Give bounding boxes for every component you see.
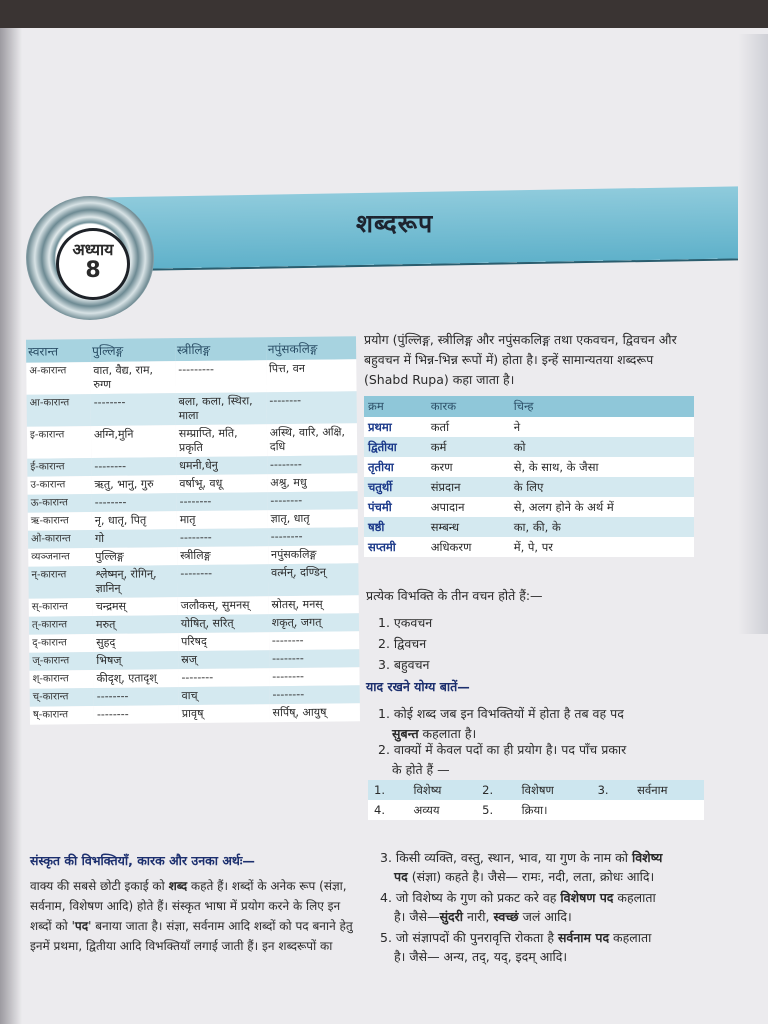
- table-row: [30, 703, 360, 724]
- table-row: [364, 477, 694, 497]
- point-5-c: है। जैसे— अन्य, तद्, यद्, इदम् आदि।: [394, 949, 568, 964]
- table-cell: अग्नि,मुनि: [91, 425, 176, 458]
- table-row: [364, 497, 694, 517]
- table-cell: पुल्लिङ्ग: [92, 547, 177, 566]
- point-3-end: (संज्ञा) कहते है। जैसे— रामः, नदी, लता, क्रोधः आदि।: [407, 869, 655, 884]
- point-3-bold-b: पद: [394, 869, 408, 884]
- table-cell: सम्बन्ध: [427, 517, 510, 537]
- table-cell: चतुर्थी: [364, 477, 427, 497]
- vachan-list: [378, 612, 578, 675]
- table-cell: विशेष्य: [408, 780, 477, 800]
- chapter-label: अध्याय: [72, 240, 114, 259]
- table-cell: कीदृश्, एतादृश्: [93, 669, 178, 688]
- table-row: [364, 417, 694, 437]
- table-cell: --------: [269, 667, 359, 686]
- point-3-text: 3. किसी व्यक्ति, वस्तु, स्थान, भाव, या गुण के नाम को: [380, 850, 632, 865]
- table-cell: [631, 800, 704, 820]
- list-item: 1. एकवचन: [378, 615, 433, 630]
- karak-table-header: [364, 396, 694, 417]
- table-cell: 5.: [476, 800, 516, 820]
- vachan-intro: प्रत्येक विभक्ति के तीन वचन होते हैं:—: [366, 588, 543, 603]
- table-cell: इ-कारान्त: [27, 426, 91, 459]
- table-cell: ज्ञातृ, धातृ: [267, 509, 357, 528]
- table-cell: अ-कारान्त: [26, 362, 90, 395]
- table-cell: श्-कारान्त: [29, 670, 93, 689]
- point-1-end: कहलाता है।: [418, 726, 477, 741]
- chapter-number: 8: [85, 258, 101, 283]
- table-cell: त्-कारान्त: [29, 616, 93, 635]
- point-3-bold: विशेष्य: [631, 850, 663, 865]
- point-1-bold: सुबन्त: [392, 726, 419, 741]
- table-cell: व्यञ्जनान्त: [28, 548, 92, 567]
- table-cell: च्-कारान्त: [30, 688, 94, 707]
- table-cell: --------: [176, 492, 267, 511]
- table-cell: क्रिया।: [516, 800, 592, 820]
- table-row: [28, 563, 358, 598]
- point-2-text: 2. वाक्यों में केवल पदों का ही प्रयोग है। पद पाँच प्रकार: [378, 742, 627, 757]
- table-cell: भिषज्: [93, 651, 178, 670]
- table-cell: अव्यय: [408, 800, 477, 820]
- table-cell: स्रोतस्, मनस्: [268, 595, 358, 614]
- table-cell: ने: [510, 417, 694, 437]
- karak-header-cell: कारक: [427, 396, 510, 417]
- table-cell: परिषद्: [178, 632, 269, 651]
- table-cell: स्रज्: [178, 650, 269, 669]
- table-cell: शकृत्, जगत्: [269, 613, 359, 632]
- point-4-b: कहलाता: [613, 890, 656, 905]
- table-cell: कर्ता: [427, 417, 510, 437]
- table-row: [368, 800, 704, 820]
- table-cell: --------: [92, 493, 177, 512]
- table-cell: --------: [91, 393, 176, 426]
- point-5-b: कहलाता: [609, 930, 652, 945]
- shabd-header-cell: स्त्रीलिङ्ग: [175, 337, 266, 361]
- table-cell: मातृ: [177, 510, 268, 529]
- point-5-bold: सर्वनाम पद: [557, 930, 610, 945]
- table-cell: जलौकस्, सुमनस्: [178, 596, 269, 615]
- point-3: [380, 848, 720, 886]
- point-2-text-b: के होते हैं —: [392, 762, 450, 777]
- table-cell: अश्रु, मधु: [267, 473, 357, 492]
- table-row: [27, 423, 357, 458]
- table-cell: का, की, के: [510, 517, 694, 537]
- list-item: 3. बहुवचन: [378, 657, 430, 672]
- table-cell: 3.: [592, 780, 632, 800]
- intro-paragraph: प्रयोग (पुंल्लिङ्ग, स्त्रीलिङ्ग और नपुंसकलिङ्ग तथा एकवचन, द्विवचन और बहुवचन में भिन्न-भिन्न रूपों में) होता है। इन्हें सामान्यतया शब्दरूप (Shabd Rupa) कहा जाता है।: [364, 332, 677, 387]
- shabd-header-cell: नपुंसकलिङ्ग: [266, 336, 357, 360]
- table-cell: --------: [94, 687, 179, 706]
- table-cell: वर्षाभू, वधू: [176, 474, 267, 493]
- table-cell: मरुत्: [93, 615, 178, 634]
- shabd-header-cell: पुल्लिङ्ग: [90, 338, 175, 362]
- table-cell: [592, 800, 632, 820]
- table-cell: --------: [177, 564, 268, 597]
- table-cell: नृ, धातृ, पितृ: [92, 511, 177, 530]
- table-cell: कर्म: [427, 437, 510, 457]
- table-row: [27, 391, 357, 426]
- table-cell: प्रथमा: [364, 417, 427, 437]
- table-row: [364, 437, 694, 457]
- shabd-table-header: [26, 336, 356, 362]
- table-cell: --------: [269, 631, 359, 650]
- table-cell: नपुंसकलिङ्ग: [268, 545, 358, 564]
- table-cell: --------: [267, 491, 357, 510]
- point-5: [380, 928, 720, 966]
- table-cell: सम्प्राप्ति, मति, प्रकृति: [176, 424, 267, 457]
- page-edge: [738, 34, 768, 634]
- list-item: 2. द्विवचन: [378, 636, 427, 651]
- point-4-c: है। जैसे—: [394, 909, 440, 924]
- table-cell: --------: [269, 685, 359, 704]
- table-cell: बला, कला, स्थिरा, माला: [175, 392, 266, 425]
- table-cell: योषित्, सरित्: [178, 614, 269, 633]
- table-cell: से, के साथ, के जैसा: [510, 457, 694, 477]
- table-cell: संप्रदान: [427, 477, 510, 497]
- table-cell: सप्तमी: [364, 537, 427, 557]
- table-cell: में, पे, पर: [510, 537, 694, 557]
- pos-table: [368, 780, 704, 820]
- table-cell: ऊ-कारान्त: [28, 494, 92, 513]
- table-cell: 1.: [368, 780, 408, 800]
- point-4-text: 4. जो विशेष्य के गुण को प्रकट करे वह: [380, 890, 561, 905]
- table-cell: ऋ-कारान्त: [28, 512, 92, 531]
- table-cell: अधिकरण: [427, 537, 510, 557]
- point-4-d: नारी,: [463, 909, 494, 924]
- shabd-table: [26, 336, 360, 724]
- table-cell: --------: [177, 528, 268, 547]
- point-1: [378, 704, 718, 744]
- table-cell: स्त्रीलिङ्ग: [177, 546, 268, 565]
- left-paragraph: [30, 876, 360, 956]
- shabd-header-cell: स्वरान्त: [26, 339, 90, 363]
- left-para-3: ' बनाया जाता है। संज्ञा, सर्वनाम आदि शब्दों को पद बनाने हेतु इनमें प्रथमा, द्वितीया आदि विभक्तियाँ लगाई जाती हैं। इन शब्दरूपों का: [30, 919, 353, 953]
- table-cell: के लिए: [510, 477, 694, 497]
- remember-heading: याद रखने योग्य बातें—: [366, 679, 470, 694]
- point-4: [380, 888, 720, 926]
- table-cell: वर्त्मन्, दण्डिन्: [268, 563, 359, 596]
- table-cell: ऋतु, भानु, गुरु: [91, 475, 176, 494]
- table-cell: 4.: [368, 800, 408, 820]
- table-cell: ष्-कारान्त: [30, 706, 94, 725]
- table-cell: अपादान: [427, 497, 510, 517]
- table-cell: सर्वनाम: [631, 780, 704, 800]
- table-cell: गो: [92, 529, 177, 548]
- karak-header-cell: क्रम: [364, 396, 427, 417]
- table-cell: तृतीया: [364, 457, 427, 477]
- table-cell: पंचमी: [364, 497, 427, 517]
- table-cell: ज्-कारान्त: [29, 652, 93, 671]
- table-cell: वाच्: [179, 686, 270, 705]
- left-para-bold1: शब्द: [168, 879, 188, 893]
- point-4-bold2: सुंदरी: [439, 909, 464, 924]
- table-cell: षष्ठी: [364, 517, 427, 537]
- table-cell: न्-कारान्त: [28, 566, 92, 599]
- table-cell: चन्द्रमस्: [93, 597, 178, 616]
- left-heading: संस्कृत की विभक्तियाँ, कारक और उनका अर्थः—: [30, 853, 255, 868]
- table-cell: सर्पिष्, आयुष्: [270, 703, 360, 722]
- table-cell: --------: [267, 455, 357, 474]
- table-row: [364, 457, 694, 477]
- table-cell: उ-कारान्त: [27, 476, 91, 495]
- left-para-bold2: पद: [74, 919, 89, 933]
- table-cell: सुहद्: [93, 633, 178, 652]
- table-cell: द्-कारान्त: [29, 634, 93, 653]
- table-cell: से, अलग होने के अर्थ में: [510, 497, 694, 517]
- table-cell: पित्त, वन: [266, 359, 357, 392]
- table-cell: विशेषण: [516, 780, 592, 800]
- left-para-2: कहते हैं। शब्दों के अनेक रूप (संज्ञा, सर्वनाम, विशेषण आदि) होते हैं। संस्कृत भाषा में प्रयोग करने के लिए इन शब्दों को ': [30, 879, 347, 933]
- table-cell: द्वितीया: [364, 437, 427, 457]
- karak-header-cell: चिन्ह: [510, 396, 694, 417]
- point-4-e: जलं आदि।: [518, 909, 572, 924]
- table-cell: --------: [269, 649, 359, 668]
- table-cell: --------: [266, 391, 357, 424]
- point-2: [378, 740, 718, 780]
- point-4-bold: विशेषण पद: [560, 890, 614, 905]
- chapter-badge: [56, 228, 130, 300]
- table-cell: --------: [178, 668, 269, 687]
- table-cell: वात, वैद्य, राम, रुग्ण: [90, 361, 175, 394]
- table-cell: ई-कारान्त: [27, 458, 91, 477]
- table-cell: --------: [268, 527, 358, 546]
- table-cell: आ-कारान्त: [27, 394, 91, 427]
- chapter-title: शब्दरूप: [356, 209, 434, 238]
- point-1-text: 1. कोई शब्द जब इन विभक्तियों में होता है तब वह पद: [378, 706, 624, 721]
- table-row: [364, 517, 694, 537]
- table-cell: धमनी,धेनु: [176, 456, 267, 475]
- karak-table: [364, 396, 694, 557]
- left-para-1: वाक्य की सबसे छोटी इकाई को: [30, 879, 169, 893]
- page-shadow: [0, 28, 22, 1024]
- table-cell: अस्थि, वारि, अक्षि, दधि: [267, 423, 358, 456]
- table-cell: श्लेष्मन्, रोगिन्, ज्ञानिन्: [92, 565, 177, 598]
- point-4-bold3: स्वच्छं: [493, 909, 519, 924]
- table-row: [26, 359, 356, 394]
- table-cell: स्-कारान्त: [29, 598, 93, 617]
- table-cell: --------: [91, 457, 176, 476]
- table-cell: --------: [94, 705, 179, 724]
- point-5-text: 5. जो संज्ञापदों की पुनरावृत्ति रोकता है: [380, 930, 558, 945]
- table-cell: ओ-कारान्त: [28, 530, 92, 549]
- table-row: [364, 537, 694, 557]
- table-cell: करण: [427, 457, 510, 477]
- table-cell: 2.: [476, 780, 516, 800]
- table-cell: ---------: [175, 360, 266, 393]
- table-cell: प्रावृष्: [179, 704, 270, 723]
- table-row: [368, 780, 704, 800]
- table-cell: को: [510, 437, 694, 457]
